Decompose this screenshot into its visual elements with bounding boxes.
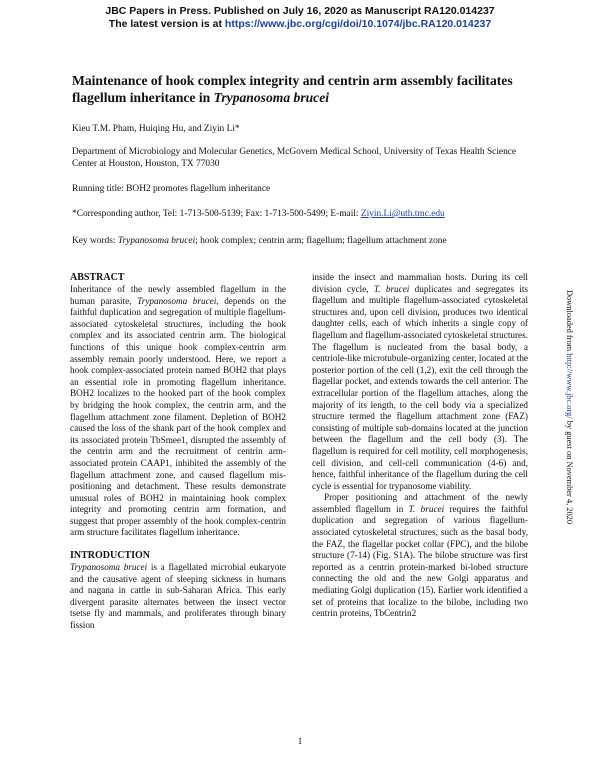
preprint-banner (0, 5, 600, 30)
keywords-rest: ; hook complex; centrin arm; flagellum; flagellum attachment zone (195, 236, 447, 246)
page-number: 1 (297, 737, 303, 747)
introduction-text (70, 562, 286, 632)
p1-part-b: duplicates and segregates its flagellum and multiple flagellum-associated cytoskeletal structures and, upon cell division, produces two identical daughter cells, each of which inherits a single copy of flagellum and flagellum-associated cytoskeletal structures. The flagellum is nucleated from the basal body, a centriole-like microtubule-organizing center, located at the posterior portion of the cell (1,2), exit the cell through the flagellar pocket, and extends towards the cell anterior. The extracellular portion of the flagellum attaches, along the majority of its length, to the cell body via a specialized structure termed the flagellum attachment zone (FAZ) consisting of multiple sub-domains located at the junction between the flagellum and the cell body (3). The flagellum is required for cell motility, cell morphogenesis, cell division, and cell-cell communication (4-6) and, hence, faithful inheritance of the flagellum during the cell cycle is essential for trypanosome viability. (312, 283, 528, 491)
corresponding-author (72, 208, 532, 220)
abstract-text (70, 284, 286, 539)
sidebar-link[interactable]: http://www.jbc.org/ (565, 353, 574, 419)
download-sidebar (564, 290, 574, 524)
p1-part-a: inside the insect and mammalian hosts. During its cell division cycle, (312, 272, 528, 294)
corresponding-text: *Corresponding author, Tel: 1-713-500-5139; Fax: 1-713-500-5499; E-mail: (72, 209, 361, 219)
abstract-part-1: Inheritance of the newly assembled flagellum in the human parasite, (70, 284, 286, 306)
right-column (312, 272, 528, 620)
p2-species: T. brucei (408, 503, 445, 514)
banner-prefix: The latest version is at (108, 17, 225, 30)
p2-part-b: requires the faithful duplication and segregation of various flagellum-associated cytoskeletal structures, such as the basal body, the FAZ, the flagellar pocket collar (FPC), and the bilobe structure (7-14) (Fig. S1A). The bilobe structure was first reported as a centrin protein-marked bi-lobed structure connecting the old and the new Golgi apparatus and mediating Golgi duplication (15). Earlier work identified a set of proteins that localize to the bilobe, including two centrin proteins, TbCentrin2 (312, 503, 529, 619)
running-title: Running title: BOH2 promotes flagellum inheritance (72, 184, 271, 194)
keywords-species: Trypanosoma brucei (117, 236, 196, 246)
banner-line-1: JBC Papers in Press. Published on July 16, 2020 as Manuscript RA120.014237 (105, 5, 495, 17)
left-column (70, 272, 286, 632)
sidebar-suffix: by guest on November 4, 2020 (565, 418, 574, 525)
banner-line-2 (0, 18, 600, 31)
abstract-species: Trypanosoma brucei (137, 295, 217, 306)
title-species: Trypanosoma brucei (213, 90, 330, 105)
keywords (72, 235, 532, 247)
sidebar-prefix: Downloaded from (565, 290, 574, 354)
body-paragraph-1 (312, 272, 528, 492)
p2-part-a: Proper positioning and attachment of the newly assembled flagellum in (312, 492, 528, 514)
keywords-label: Key words: (72, 236, 118, 246)
paper-title (72, 72, 532, 106)
introduction-heading: INTRODUCTION (70, 550, 151, 562)
body-paragraph-2 (312, 492, 528, 620)
title-main: Maintenance of hook complex integrity and centrin arm assembly facilitates flagellum inheritance in (72, 73, 513, 105)
abstract-heading: ABSTRACT (70, 272, 125, 283)
email-link[interactable]: Ziyin.Li@uth.tmc.edu (360, 209, 445, 219)
affiliation: Department of Microbiology and Molecular Genetics, McGovern Medical School, University of Texas Health Science Center at Houston, Houston, TX 77030 (72, 147, 517, 169)
abstract-part-2: , depends on the faithful duplication and segregation of multiple flagellum-associated cytoskeletal structures, including the hook complex and its associated centrin arm. The biological functions of this unique hook complex-centrin arm assembly remain poorly understood. Here, we report a hook complex-associated protein named BOH2 that plays an essential role in promoting flagellum inheritance. BOH2 localizes to the hooked part of the hook complex by bridging the hook complex, the centrin arm, and the flagellum attachment zone filament. Depletion of BOH2 caused the loss of the shank part of the hook complex and its associated protein TbSmee1, disrupted the assembly of the centrin arm and the recruitment of centrin arm-associated protein CAAP1, inhibited the assembly of the flagellum attachment zone, and caused flagellum mis-positioning and detachment. These results demonstrate unusual roles of BOH2 in maintaining hook complex integrity and promoting centrin arm formation, and suggest that proper assembly of the hook complex-centrin arm structure facilitates flagellum inheritance. (70, 295, 286, 538)
doi-link[interactable]: https://www.jbc.org/cgi/doi/10.1074/jbc.RA120.014237 (224, 17, 492, 30)
authors: Kieu T.M. Pham, Huiqing Hu, and Ziyin Li* (72, 124, 240, 134)
p1-species: T. brucei (373, 283, 410, 294)
intro-part-1: is a flagellated microbial eukaryote and the causative agent of sleeping sickness in humans and nagana in cattle in sub-Saharan Africa. This early divergent parasite alternates between the insect vector tsetse fly and mammals, and proliferates through binary fission (70, 562, 287, 631)
intro-species: Trypanosoma brucei (70, 562, 148, 573)
